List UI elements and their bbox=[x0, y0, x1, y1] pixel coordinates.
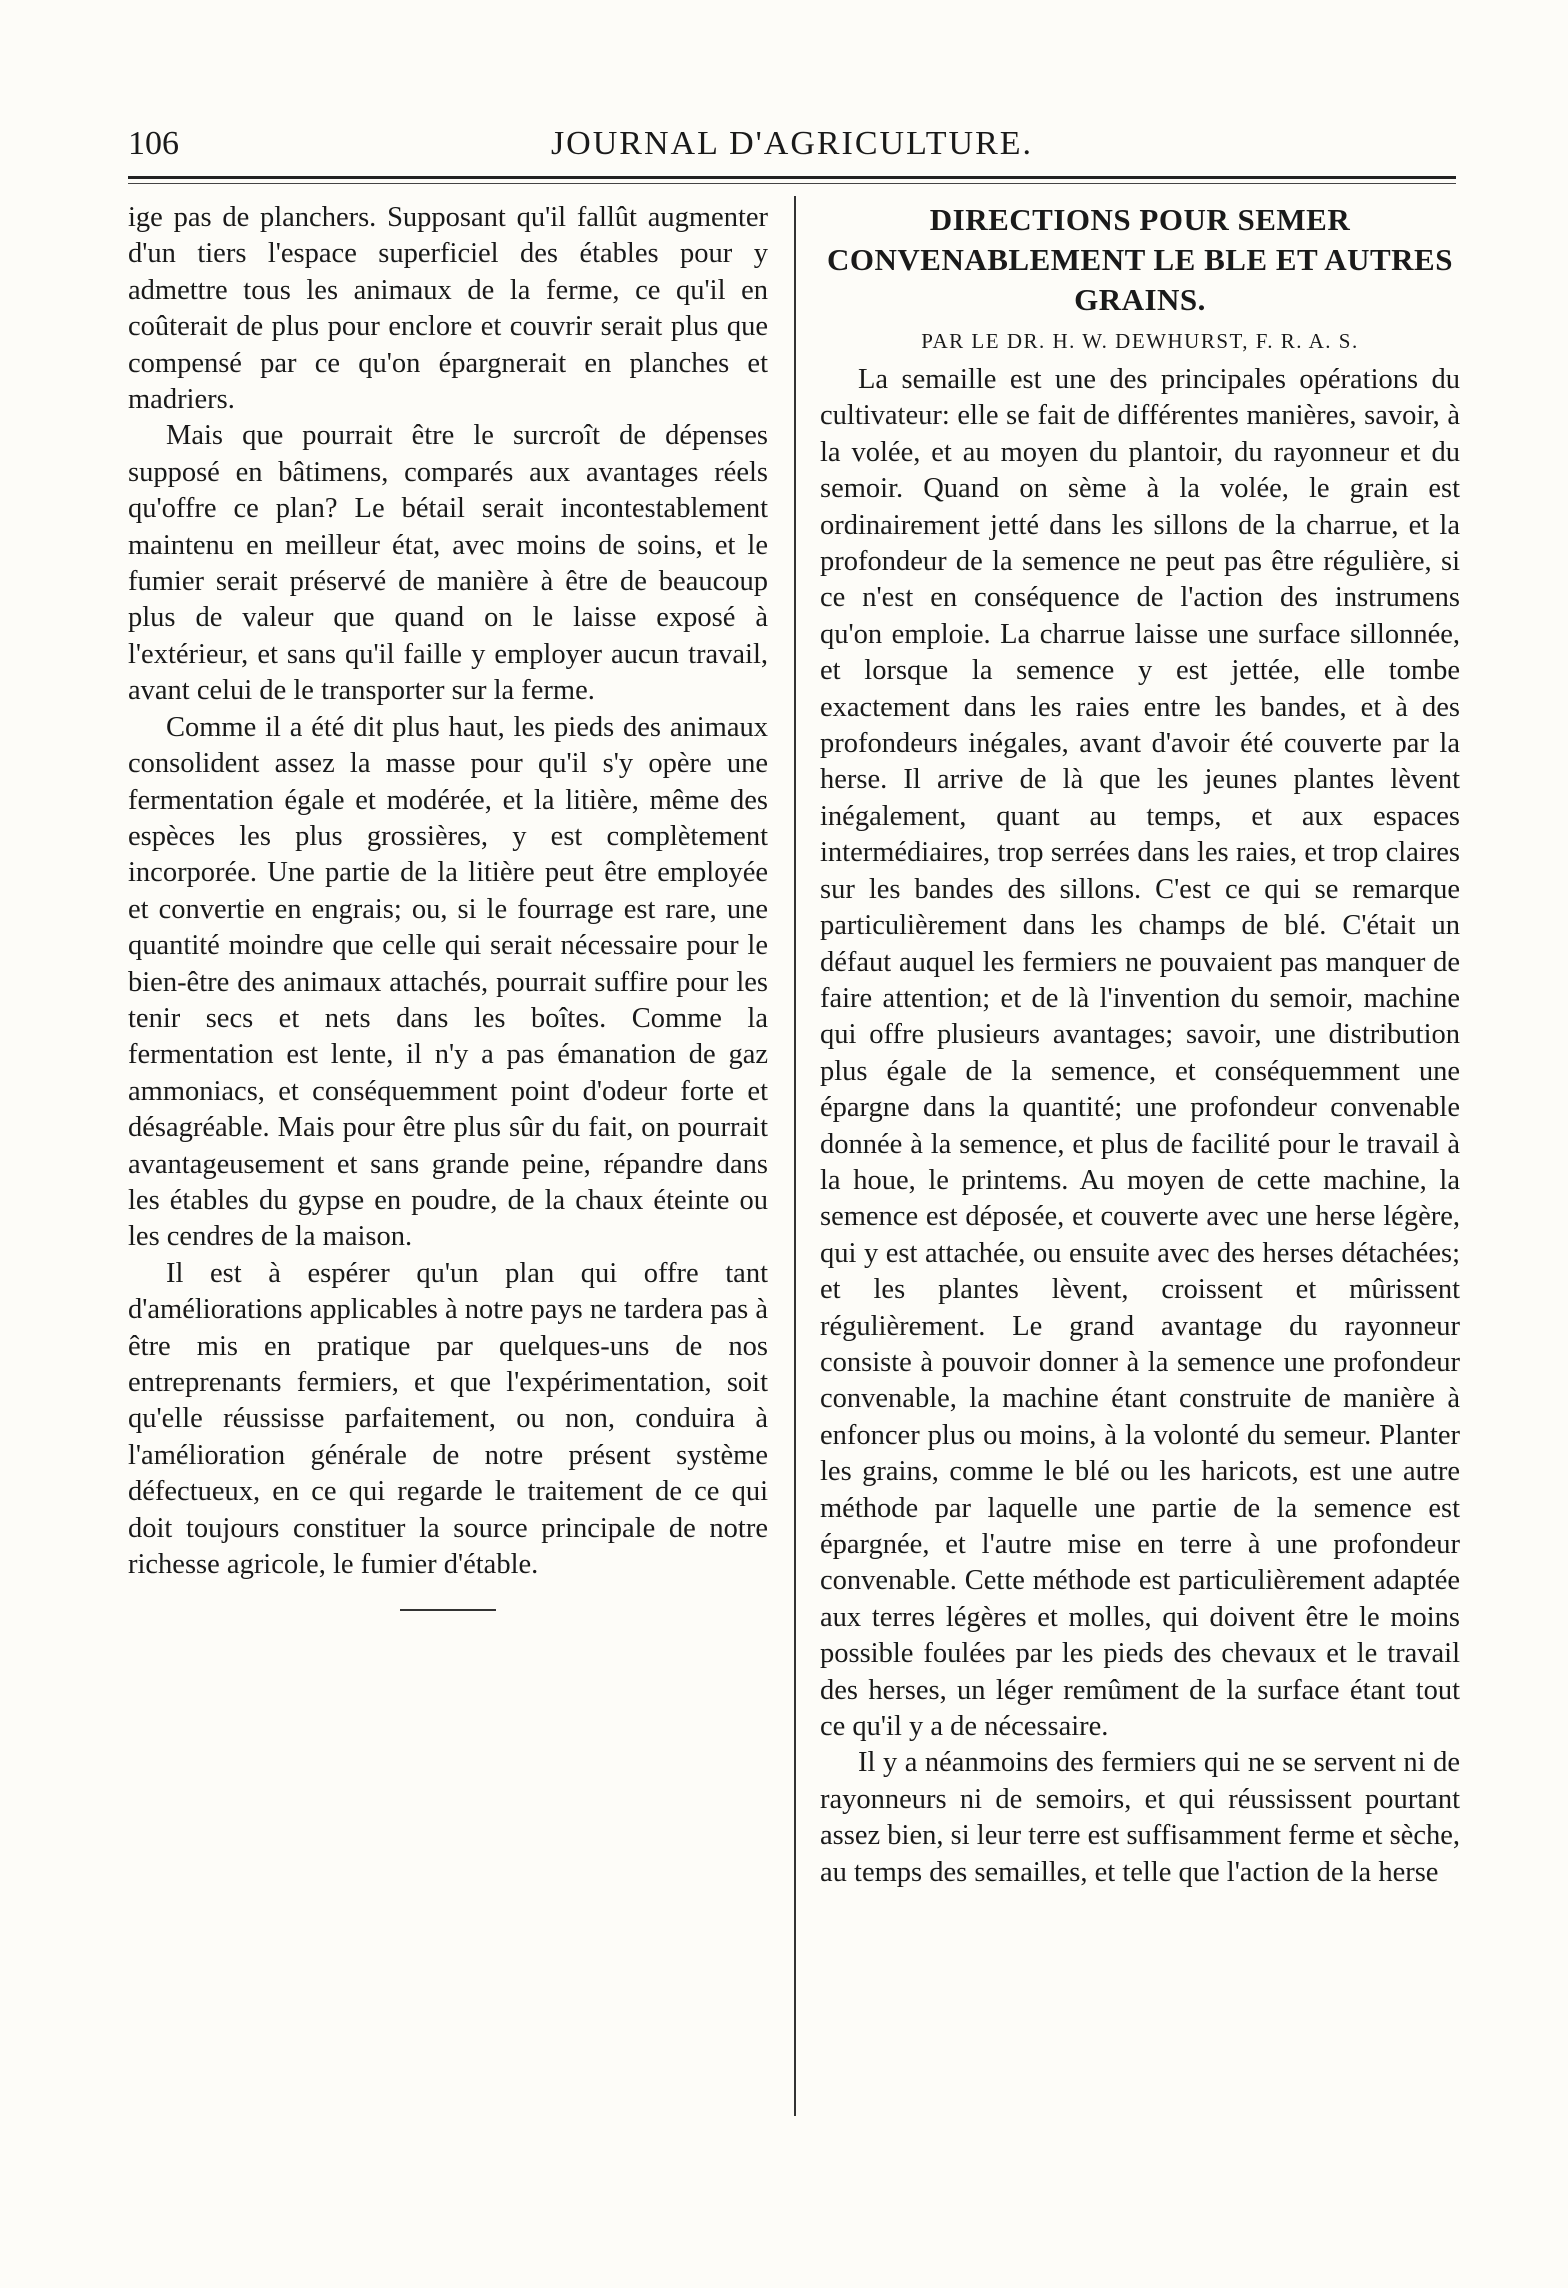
article-byline: PAR LE DR. H. W. DEWHURST, F. R. A. S. bbox=[921, 329, 1359, 353]
header-rule-thin bbox=[128, 183, 1456, 184]
running-title: JOURNAL D'AGRICULTURE. bbox=[550, 125, 1034, 162]
left-paragraph-3: Comme il a été dit plus haut, les pieds des animaux consolident assez la masse pour qu'il s'y opère une fermentation égale et modérée, et la litière, même des espèces les plus grossières, y est complètement incorporée. Une partie de la litière peut être employée et convertie en engrais; ou, si le fourrage est rare, une quantité moindre que celle qui serait nécessaire pour le bien-être des animaux attachés, pourrait suffire pour les tenir secs et nets dans les boîtes. Comme la fermentation est lente, il n'y a pas émanation de gaz ammoniacs, et conséquemment point d'odeur forte et désagréable. Mais pour être plus sûr du fait, on pourrait avantageusement et sans grande peine, répandre dans les étables du gypse en poudre, de la chaux éteinte ou les cendres de la maison. bbox=[128, 711, 768, 1253]
article-title: DIRECTIONS POUR SEMER CONVENABLEMENT LE BLE ET AUTRES GRAINS. bbox=[827, 202, 1453, 317]
right-paragraph-2: Il y a néanmoins des fermiers qui ne se servent ni de rayonneurs ni de semoirs, et qui réussissent pourtant assez bien, si leur terre est suffisamment ferme et sèche, au temps des semailles, et telle que l'action de la herse bbox=[820, 1747, 1460, 1888]
page-number: 106 bbox=[128, 125, 179, 162]
column-divider bbox=[794, 196, 796, 2116]
left-column bbox=[128, 200, 768, 1611]
header-rule bbox=[128, 176, 1456, 179]
right-paragraph-1: La semaille est une des principales opérations du cultivateur: elle se fait de différentes manières, savoir, à la volée, et au moyen du plantoir, du rayonneur et du semoir. Quand on sème à la volée, le grain est ordinairement jetté dans les sillons de la charrue, et la profondeur de la semence ne peut pas être régulière, si ce n'est en conséquence de l'action des instrumens qu'on emploie. La charrue laisse une surface sillonnée, et lorsque la semence y est jettée, elle tombe exactement dans les raies entre les bandes, et à des profondeurs inégales, avant d'avoir été couverte par la herse. Il arrive de là que les jeunes plantes lèvent inégalement, quant au temps, et aux espaces intermédiaires, trop serrées dans les raies, et trop claires sur les bandes des sillons. C'est ce qui se remarque particulièrement dans les champs de blé. C'était un défaut auquel les fermiers ne pouvaient pas manquer de faire attention; et de là l'invention du semoir, machine qui offre plusieurs avantages; savoir, une distribution plus égale de la semence, et conséquemment une épargne dans la quantité; une profondeur convenable donnée à la semence, et plus de facilité pour le travail à la houe, le printems. Au moyen de cette machine, la semence est déposée, et couverte avec une herse légère, qui y est attachée, ou ensuite avec des herses détachées; et les plantes lèvent, croissent et mûrissent régulièrement. Le grand avantage du rayonneur consiste à pouvoir donner à la semence une profondeur convenable, la machine étant construite de manière à enfoncer plus ou moins, à la volonté du semeur. Planter les grains, comme le blé ou les haricots, est une autre méthode par laquelle une partie de la semence est épargnée, et l'autre mise en terre à une profondeur convenable. Cette méthode est particulièrement adaptée aux terres légères et molles, qui doivent être le moins possible foulées par les pieds des chevaux et le travail des herses, un léger remûment de la surface étant tout ce qu'il y a de nécessaire. bbox=[820, 364, 1460, 1743]
left-paragraph-1: ige pas de planchers. Supposant qu'il fallût augmenter d'un tiers l'espace superficiel des étables pour y admettre tous les animaux de la ferme, ce qu'il en coûterait de plus pour enclore et couvrir serait plus que compensé par ce qu'on épargnerait en planches et madriers. bbox=[128, 202, 768, 416]
right-column bbox=[820, 200, 1460, 1891]
page-header bbox=[128, 120, 1456, 168]
left-paragraph-4: Il est à espérer qu'un plan qui offre tant d'améliorations applicables à notre pays ne tardera pas à être mis en pratique par quelques-uns de nos entreprenants fermiers, et que l'expérimentation, soit qu'elle réussisse parfaitement, ou non, conduira à l'amélioration générale de notre présent système défectueux, en ce qui regarde le traitement de ce qui doit toujours constituer la source principale de notre richesse agricole, le fumier d'étable. bbox=[128, 1257, 768, 1581]
left-paragraph-2: Mais que pourrait être le surcroît de dépenses supposé en bâtimens, comparés aux avantages réels qu'offre ce plan? Le bétail serait incontestablement maintenu en meilleur état, avec moins de soins, et le fumier serait préservé de manière à être de beaucoup plus de valeur que quand on le laisse exposé à l'extérieur, et sans qu'il faille y employer aucun travail, avant celui de le transporter sur la ferme. bbox=[128, 420, 768, 707]
article-end-rule bbox=[400, 1609, 496, 1611]
